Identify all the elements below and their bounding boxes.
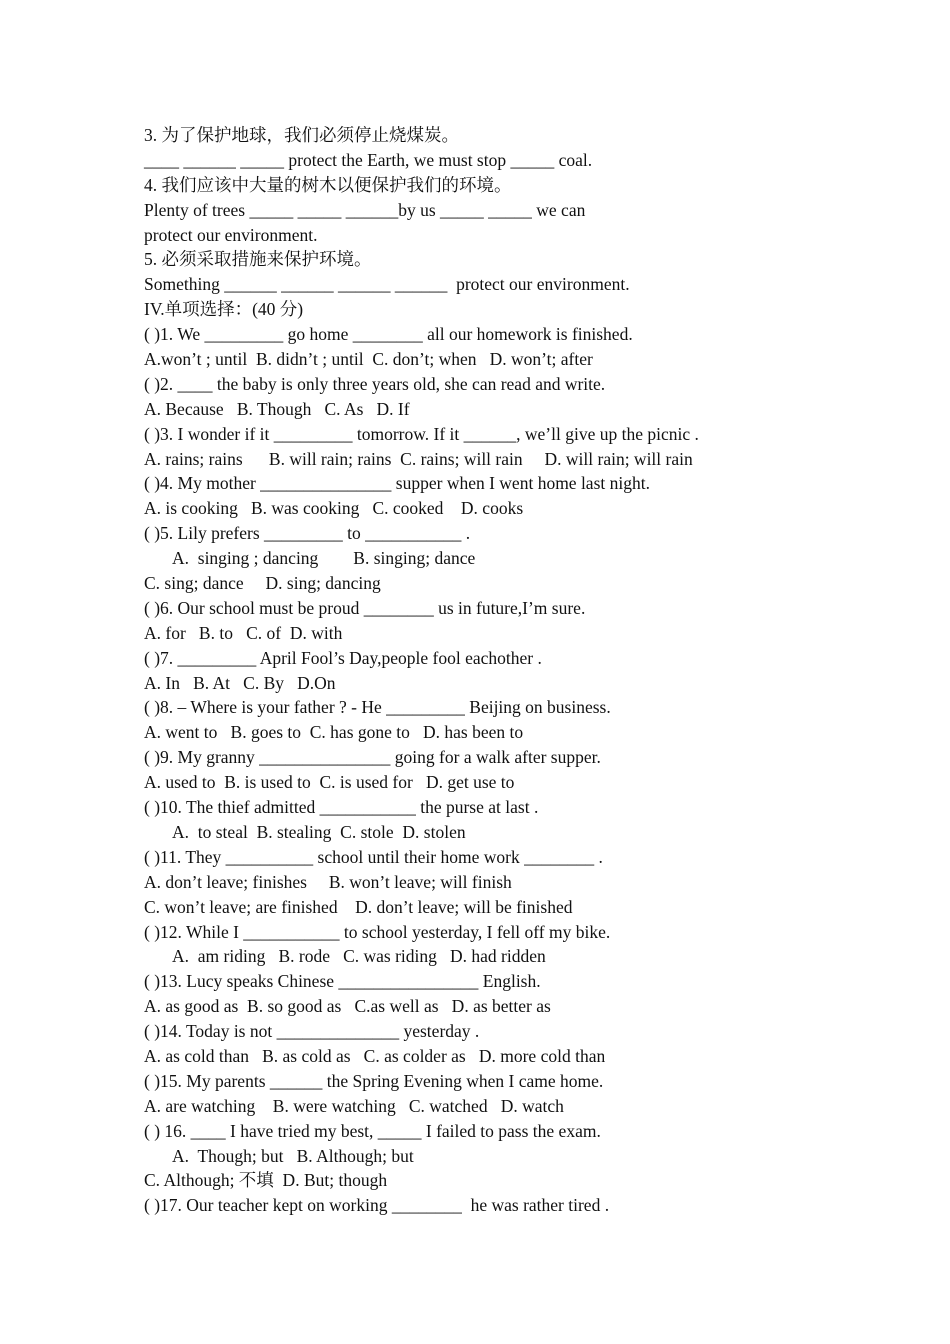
section-heading: IV.单项选择：(40 分) — [144, 299, 304, 320]
question-3-blanks: ____ ______ _____ protect the Earth, we must stop _____ coal. — [144, 149, 593, 170]
mc-options-4: A. is cooking B. was cooking C. cooked D. cooks — [144, 498, 524, 519]
mc-options-8: A. went to B. goes to C. has gone to D. has been to — [144, 722, 524, 743]
mc-question-10: ( )10. The thief admitted ___________ the purse at last . — [144, 797, 539, 818]
mc-question-12: ( )12. While I ___________ to school yesterday, I fell off my bike. — [144, 921, 611, 942]
question-4-blanks: Plenty of trees _____ _____ ______by us _____ _____ we can — [144, 199, 586, 220]
mc-question-6: ( )6. Our school must be proud ________ us in future,I’m sure. — [144, 597, 586, 618]
mc-options-9: A. used to B. is used to C. is used for D. get use to — [144, 772, 515, 793]
mc-options-6: A. for B. to C. of D. with — [144, 622, 343, 643]
mc-options-11b: C. won’t leave; are finished D. don’t leave; will be finished — [144, 896, 573, 917]
mc-options-12: A. am riding B. rode C. was riding D. had ridden — [172, 946, 546, 967]
mc-question-14: ( )14. Today is not ______________ yesterday . — [144, 1021, 480, 1042]
mc-options-1: A.won’t ; until B. didn’t ; until C. don’t; when D. won’t; after — [144, 349, 593, 370]
mc-options-14: A. as cold than B. as cold as C. as colder as D. more cold than — [144, 1045, 606, 1066]
mc-options-16a: A. Though; but B. Although; but — [172, 1145, 414, 1166]
mc-options-2: A. Because B. Though C. As D. If — [144, 398, 410, 419]
mc-question-1: ( )1. We _________ go home ________ all our homework is finished. — [144, 324, 633, 345]
mc-options-15: A. are watching B. were watching C. watched D. watch — [144, 1095, 564, 1116]
mc-question-2: ( )2. ____ the baby is only three years old, she can read and write. — [144, 373, 606, 394]
mc-options-16b: C. Although; 不填 D. But; though — [144, 1170, 388, 1191]
question-3-prompt: 3. 为了保护地球，我们必须停止烧煤炭。 — [144, 125, 459, 145]
mc-question-7: ( )7. _________ April Fool’s Day,people fool eachother . — [144, 647, 542, 668]
mc-options-5a: A. singing ; dancing B. singing; dance — [172, 548, 476, 569]
question-5-prompt: 5. 必须采取措施来保护环境。 — [144, 249, 372, 270]
mc-options-13: A. as good as B. so good as C.as well as D. as better as — [144, 996, 551, 1017]
mc-question-15: ( )15. My parents ______ the Spring Evening when I came home. — [144, 1070, 604, 1091]
question-4-blanks-cont: protect our environment. — [144, 224, 318, 245]
mc-options-11a: A. don’t leave; finishes B. won’t leave; will finish — [144, 871, 512, 892]
mc-options-5b: C. sing; dance D. sing; dancing — [144, 573, 381, 594]
mc-question-8: ( )8. – Where is your father ? - He _________ Beijing on business. — [144, 697, 611, 718]
mc-question-3: ( )3. I wonder if it _________ tomorrow. If it ______, we’ll give up the picnic . — [144, 423, 699, 444]
question-4-prompt: 4. 我们应该中大量的树木以便保护我们的环境。 — [144, 174, 512, 195]
document-page — [144, 123, 864, 1218]
mc-options-10: A. to steal B. stealing C. stole D. stolen — [172, 821, 466, 842]
mc-question-13: ( )13. Lucy speaks Chinese ________________ English. — [144, 971, 541, 992]
mc-question-5: ( )5. Lily prefers _________ to ___________ . — [144, 523, 471, 544]
mc-question-17: ( )17. Our teacher kept on working ________ he was rather tired . — [144, 1195, 610, 1216]
question-5-blanks: Something ______ ______ ______ ______ protect our environment. — [144, 274, 630, 295]
mc-options-3: A. rains; rains B. will rain; rains C. rains; will rain D. will rain; will rain — [144, 448, 693, 469]
mc-question-4: ( )4. My mother _______________ supper when I went home last night. — [144, 473, 650, 494]
mc-options-7: A. In B. At C. By D.On — [144, 672, 336, 693]
mc-question-16: ( ) 16. ____ I have tried my best, _____ I failed to pass the exam. — [144, 1120, 601, 1141]
mc-question-11: ( )11. They __________ school until their home work ________ . — [144, 846, 603, 867]
mc-question-9: ( )9. My granny _______________ going for a walk after supper. — [144, 747, 601, 768]
